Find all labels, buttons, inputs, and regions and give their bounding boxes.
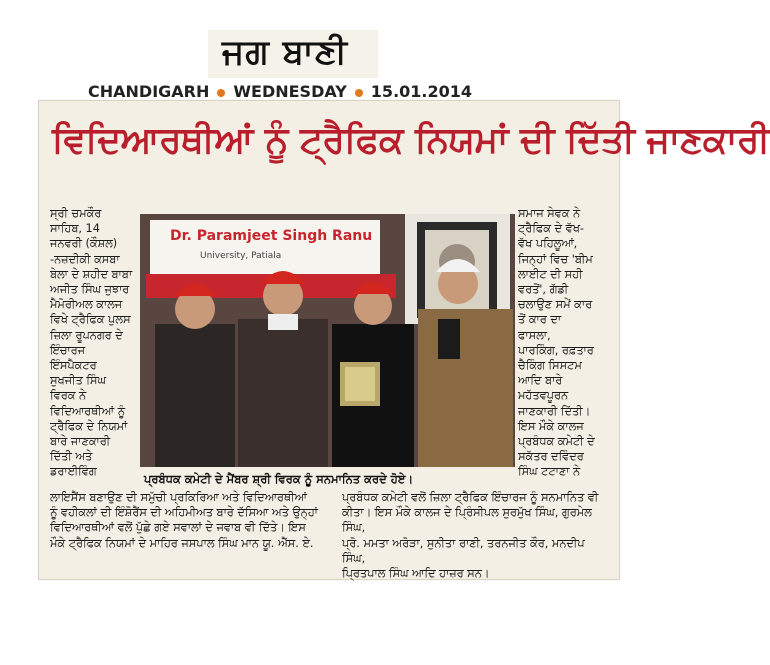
article-left-line: ਇੰਸਪੈਕਟਰ (50, 359, 97, 373)
article-right-line: ਵਰਤੋਂ', ਗੱਡੀ (518, 283, 569, 297)
article-column-right (518, 206, 606, 480)
bottom-left-line: ਵਿਦਿਆਰਥੀਆਂ ਵਲੋਂ ਪੁੱਛੇ ਗਏ ਸਵਾਲਾਂ ਦੇ ਜਵਾਬ ਵੀ ਦਿੱਤੇ। ਇਸ (50, 521, 306, 535)
article-right-line: ਪਾਰਕਿੰਗ, ਰਫ਼ਤਾਰ (518, 343, 594, 357)
article-left-line: ਡਰਾਈਵਿੰਗ (50, 465, 97, 479)
article-left-line: ਸ੍ਰੀ ਚਮਕੌਰ (50, 207, 102, 220)
article-right-line: ਮਹੱਤਵਪੂਰਨ (518, 389, 569, 403)
article-right-line: ਇਸ ਮੌਕੇ ਕਾਲਜ (518, 419, 584, 433)
article-left-line: ਜ਼ਿਲਾ ਰੂਪਨਗਰ ਦੇ (50, 328, 123, 342)
article-right-line: ਟ੍ਰੈਫਿਕ ਦੇ ਵੱਖ- (518, 222, 584, 236)
dateline-date: 15.01.2014 (370, 82, 473, 101)
article-left-line: ਵਿਰਕ ਨੇ (50, 389, 87, 403)
article-left-line: ਜਨਵਰੀ (ਕੌਸ਼ਲ) (50, 237, 118, 251)
article-left-line: ਵਿਖੇ ਟ੍ਰੈਫਿਕ ਪੁਲਸ (50, 313, 131, 327)
article-right-line: ਪ੍ਰਬੰਧਕ ਕਮੇਟੀ ਦੇ (518, 435, 595, 449)
bottom-left-line: ਲਾਇਸੈਂਸ ਬਣਾਉਣ ਦੀ ਸਮੁੱਚੀ ਪ੍ਰਕਿਰਿਆ ਅਤੇ ਵਿਦਿਆਰਥੀਆਂ (50, 491, 307, 504)
article-right-line: ਸਿੰਘ ਟਟਾਣਾ ਨੇ (518, 465, 581, 479)
article-left-line: ਅਜੀਤ ਸਿੰਘ ਜੁਝਾਰ (50, 283, 130, 297)
article-right-line: ਜਾਣਕਾਰੀ ਦਿੱਤੀ। (518, 404, 591, 418)
masthead (208, 30, 378, 78)
article-left-line: ਟ੍ਰੈਫਿਕ ਦੇ ਨਿਯਮਾਂ (50, 419, 128, 433)
article-left-line: -ਨਜ਼ਦੀਕੀ ਕਸਬਾ (50, 252, 120, 266)
article-left-line: ਦਿੱਤੀ ਅਤੇ (50, 450, 93, 464)
article-right-line: ਚਲਾਉਣ ਸਮੇਂ ਕਾਰ (518, 298, 593, 312)
article-right-line: ਚੈਕਿੰਗ ਸਿਸਟਮ (518, 359, 582, 373)
bullet-dot-icon (355, 89, 363, 97)
bottom-left-line: ਨੂੰ ਵਹੀਕਲਾਂ ਦੀ ਇੰਸ਼ੋਰੈਂਸ ਦੀ ਅਹਿਮੀਅਤ ਬਾਰੇ ਦੱਸਿਆ ਅਤੇ ਉਨ੍ਹਾਂ (50, 506, 318, 520)
article-right-line: ਜਿਨ੍ਹਾਂ ਵਿਚ 'ਬੀਮ (518, 252, 593, 266)
bottom-right-line: ਕੀਤਾ। ਇਸ ਮੌਕੇ ਕਾਲਜ ਦੇ ਪ੍ਰਿੰਸੀਪਲ ਸੁਰਮੁੱਖ ਸਿੰਘ, ਗੁਰਮੇਲ ਸਿੰਘ, (342, 506, 592, 535)
article-left-line: ਮੈਮੋਰੀਅਲ ਕਾਲਜ (50, 298, 123, 312)
banner-text-name: Dr. Paramjeet Singh Ranu (170, 228, 373, 244)
dateline-city: CHANDIGARH (88, 82, 210, 101)
article-right-line: ਲਾਈਟ ਦੀ ਸਹੀ (518, 267, 583, 281)
news-photo (140, 214, 515, 467)
article-bottom-left (50, 490, 330, 551)
bottom-right-line: ਪ੍ਰਿਤਪਾਲ ਸਿੰਘ ਆਦਿ ਹਾਜ਼ਰ ਸਨ। (342, 567, 490, 581)
newspaper-logo: ਜਗ ਬਾਣੀ (222, 32, 349, 72)
article-left-line: ਵਿਦਿਆਰਥੀਆਂ ਨੂੰ (50, 404, 125, 418)
article-column-left (50, 206, 135, 480)
bullet-dot-icon (217, 89, 225, 97)
news-photo-illustration (140, 214, 515, 467)
article-right-line: ਤੋਂ ਕਾਰ ਦਾ (518, 313, 562, 327)
article-right-line: ਸਕੱਤਰ ਦਵਿੰਦਰ (518, 450, 584, 464)
bottom-left-line: ਮੌਕੇ ਟ੍ਰੈਫਿਕ ਨਿਯਮਾਂ ਦੇ ਮਾਹਿਰ ਜਸਪਾਲ ਸਿੰਘ ਮਾਨ ਯੂ. ਐੱਸ. ਏ. (50, 536, 314, 550)
article-right-line: ਆਦਿ ਬਾਰੇ (518, 374, 563, 388)
dateline-day: WEDNESDAY (233, 82, 347, 101)
article-left-line: ਬਾਰੇ ਜਾਣਕਾਰੀ (50, 435, 111, 449)
bottom-right-line: ਪ੍ਰਬੰਧਕ ਕਮੇਟੀ ਵਲੋਂ ਜ਼ਿਲਾ ਟ੍ਰੈਫਿਕ ਇੰਚਾਰਜ ਨੂੰ ਸਨਮਾਨਿਤ ਵੀ (342, 491, 599, 504)
article-right-line: ਫਾਸਲਾ, (518, 328, 551, 342)
article-left-line: ਬੇਲਾ ਦੇ ਸ਼ਹੀਦ ਬਾਬਾ (50, 267, 133, 281)
dateline (88, 82, 472, 101)
banner-text-university: University, Patiala (200, 251, 282, 261)
article-left-line: ਸਾਹਿਬ, 14 (50, 222, 100, 236)
photo-caption: ਪ੍ਰਬੰਧਕ ਕਮੇਟੀ ਦੇ ਮੈਂਬਰ ਸ਼੍ਰੀ ਵਿਰਕ ਨੂੰ ਸਨਮਾਨਿਤ ਕਰਦੇ ਹੋਏ। (144, 472, 414, 486)
headline: ਵਿਦਿਆਰਥੀਆਂ ਨੂੰ ਟ੍ਰੈਫਿਕ ਨਿਯਮਾਂ ਦੀ ਦਿੱਤੀ ਜਾਣਕਾਰੀ (52, 120, 770, 161)
article-left-line: ਇੰਚਾਰਜ (50, 343, 86, 357)
article-right-line: ਵੱਖ ਪਹਿਲੂਆਂ, (518, 237, 578, 251)
article-left-line: ਸੁਖਜੀਤ ਸਿੰਘ (50, 374, 106, 388)
bottom-right-line: ਪ੍ਰੋ. ਮਮਤਾ ਅਰੋੜਾ, ਸੁਨੀਤਾ ਰਾਣੀ, ਤਰਨਜੀਤ ਕੌਰ, ਮਨਦੀਪ ਸਿੰਘ, (342, 536, 585, 565)
article-right-line: ਸਮਾਜ ਸੇਵਕ ਨੇ (518, 207, 581, 220)
article-bottom-right (342, 490, 608, 581)
